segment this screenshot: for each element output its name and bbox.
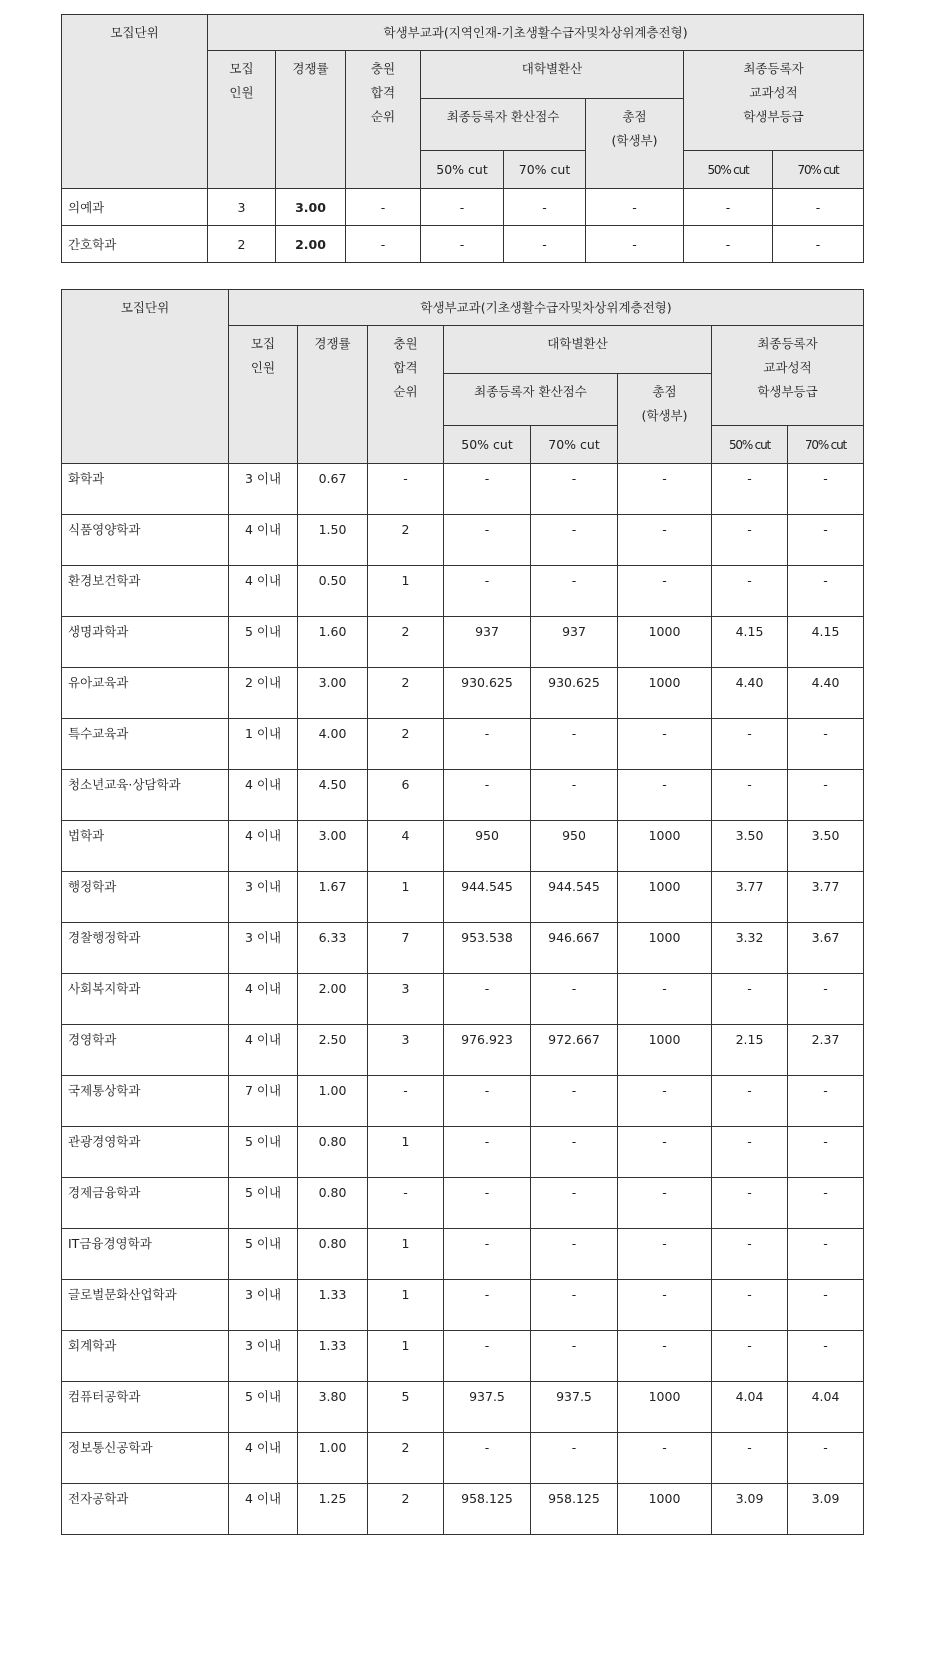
header-grade: 최종등록자 교과성적 학생부등급 [712, 326, 864, 426]
score-50-cut: - [421, 189, 504, 226]
grade-70-cut: - [773, 226, 864, 263]
table-row [62, 668, 864, 719]
grade-50-cut: - [712, 1076, 788, 1127]
grade-50-cut: - [712, 1331, 788, 1382]
score-70-cut: 946.667 [531, 923, 618, 974]
score-50-cut: - [444, 770, 531, 821]
score-50-cut: 937.5 [444, 1382, 531, 1433]
total-score: 1000 [618, 1484, 712, 1535]
total-score: - [618, 1229, 712, 1280]
total-score: - [618, 770, 712, 821]
grade-70-cut: - [788, 1076, 864, 1127]
additional-rank: - [368, 464, 444, 515]
table-row [62, 1178, 864, 1229]
additional-rank: - [368, 1178, 444, 1229]
header-total: 총점 (학생부) [586, 99, 684, 189]
recruit-count: 3 [208, 189, 276, 226]
recruit-count: 3 이내 [229, 464, 298, 515]
additional-rank: 7 [368, 923, 444, 974]
header-final-score: 최종등록자 환산점수 [421, 99, 586, 151]
competition-ratio: 0.80 [298, 1127, 368, 1178]
competition-ratio: 1.33 [298, 1280, 368, 1331]
total-score: - [618, 566, 712, 617]
score-50-cut: - [444, 1229, 531, 1280]
table-row [62, 872, 864, 923]
score-70-cut: - [531, 515, 618, 566]
grade-70-cut: 4.04 [788, 1382, 864, 1433]
grade-70-cut: - [773, 189, 864, 226]
table-row [62, 464, 864, 515]
competition-ratio: 0.67 [298, 464, 368, 515]
header-score-cut50: 50% cut [444, 426, 531, 464]
competition-ratio: 1.00 [298, 1076, 368, 1127]
unit-name: 법학과 [62, 821, 229, 872]
recruit-count: 4 이내 [229, 821, 298, 872]
header-total: 총점 (학생부) [618, 374, 712, 464]
recruit-count: 1 이내 [229, 719, 298, 770]
additional-rank: 1 [368, 566, 444, 617]
additional-rank: - [346, 189, 421, 226]
header-final-score: 최종등록자 환산점수 [444, 374, 618, 426]
grade-50-cut: 3.77 [712, 872, 788, 923]
admission-table-regional [61, 14, 864, 263]
competition-ratio: 1.25 [298, 1484, 368, 1535]
total-score: - [618, 515, 712, 566]
grade-70-cut: - [788, 719, 864, 770]
table-title: 학생부교과(지역인재-기초생활수급자및차상위계층전형) [208, 15, 864, 51]
table-row [62, 719, 864, 770]
recruit-count: 4 이내 [229, 1433, 298, 1484]
score-50-cut: 976.923 [444, 1025, 531, 1076]
competition-ratio: 2.50 [298, 1025, 368, 1076]
unit-name: 간호학과 [62, 226, 208, 263]
grade-50-cut: - [712, 566, 788, 617]
competition-ratio: 2.00 [298, 974, 368, 1025]
header-ratio: 경쟁률 [298, 326, 368, 464]
recruit-count: 7 이내 [229, 1076, 298, 1127]
score-50-cut: - [444, 974, 531, 1025]
total-score: 1000 [618, 923, 712, 974]
competition-ratio: 1.33 [298, 1331, 368, 1382]
unit-name: 특수교육과 [62, 719, 229, 770]
grade-70-cut: 3.50 [788, 821, 864, 872]
additional-rank: 2 [368, 719, 444, 770]
table-row [62, 226, 864, 263]
table-row [62, 566, 864, 617]
score-70-cut: - [531, 1127, 618, 1178]
unit-name: 화학과 [62, 464, 229, 515]
total-score: - [618, 1178, 712, 1229]
grade-70-cut: - [788, 566, 864, 617]
additional-rank: 1 [368, 1331, 444, 1382]
grade-70-cut: 4.40 [788, 668, 864, 719]
competition-ratio: 4.00 [298, 719, 368, 770]
unit-name: 정보통신공학과 [62, 1433, 229, 1484]
grade-50-cut: - [712, 515, 788, 566]
score-50-cut: - [444, 1178, 531, 1229]
additional-rank: 6 [368, 770, 444, 821]
total-score: - [618, 1331, 712, 1382]
table-row [62, 821, 864, 872]
competition-ratio: 1.60 [298, 617, 368, 668]
score-50-cut: - [444, 1331, 531, 1382]
grade-70-cut: - [788, 1178, 864, 1229]
table-row [62, 1382, 864, 1433]
unit-name: 유아교육과 [62, 668, 229, 719]
header-univ-conversion: 대학별환산 [421, 51, 684, 99]
additional-rank: 1 [368, 1229, 444, 1280]
grade-70-cut: - [788, 1229, 864, 1280]
admission-table-basic [61, 289, 864, 1535]
header-rank: 충원 합격 순위 [368, 326, 444, 464]
recruit-count: 3 이내 [229, 872, 298, 923]
grade-70-cut: - [788, 1127, 864, 1178]
additional-rank: 1 [368, 1280, 444, 1331]
unit-name: 사회복지학과 [62, 974, 229, 1025]
table-row [62, 1433, 864, 1484]
grade-50-cut: 3.09 [712, 1484, 788, 1535]
score-50-cut: 930.625 [444, 668, 531, 719]
score-70-cut: - [531, 1178, 618, 1229]
unit-name: 컴퓨터공학과 [62, 1382, 229, 1433]
score-70-cut: - [531, 1229, 618, 1280]
header-count: 모집 인원 [229, 326, 298, 464]
table-row [62, 1025, 864, 1076]
recruit-count: 4 이내 [229, 770, 298, 821]
grade-50-cut: - [684, 226, 773, 263]
total-score: 1000 [618, 668, 712, 719]
additional-rank: 2 [368, 617, 444, 668]
additional-rank: 3 [368, 974, 444, 1025]
header-score-cut70: 70% cut [531, 426, 618, 464]
competition-ratio: 3.00 [298, 668, 368, 719]
unit-name: 전자공학과 [62, 1484, 229, 1535]
score-70-cut: - [504, 189, 586, 226]
additional-rank: 3 [368, 1025, 444, 1076]
table-row [62, 1484, 864, 1535]
recruit-count: 2 이내 [229, 668, 298, 719]
grade-50-cut: - [712, 1280, 788, 1331]
additional-rank: - [346, 226, 421, 263]
additional-rank: 1 [368, 1127, 444, 1178]
unit-name: 식품영양학과 [62, 515, 229, 566]
grade-70-cut: 3.67 [788, 923, 864, 974]
total-score: - [618, 719, 712, 770]
unit-name: 의예과 [62, 189, 208, 226]
competition-ratio: 3.00 [298, 821, 368, 872]
additional-rank: 2 [368, 1433, 444, 1484]
grade-50-cut: - [712, 770, 788, 821]
unit-name: 생명과학과 [62, 617, 229, 668]
grade-70-cut: 4.15 [788, 617, 864, 668]
score-50-cut: - [444, 1280, 531, 1331]
header-rank: 충원 합격 순위 [346, 51, 421, 189]
table-row [62, 617, 864, 668]
grade-70-cut: - [788, 515, 864, 566]
unit-name: 청소년교육·상담학과 [62, 770, 229, 821]
score-50-cut: - [444, 566, 531, 617]
table-title: 학생부교과(기초생활수급자및차상위계층전형) [229, 290, 864, 326]
grade-70-cut: - [788, 974, 864, 1025]
grade-70-cut: - [788, 1280, 864, 1331]
recruit-count: 4 이내 [229, 515, 298, 566]
header-unit: 모집단위 [62, 290, 229, 464]
recruit-count: 4 이내 [229, 566, 298, 617]
grade-70-cut: 3.09 [788, 1484, 864, 1535]
grade-50-cut: 2.15 [712, 1025, 788, 1076]
total-score: - [618, 464, 712, 515]
additional-rank: 2 [368, 668, 444, 719]
recruit-count: 3 이내 [229, 1331, 298, 1382]
grade-50-cut: - [712, 974, 788, 1025]
grade-50-cut: - [712, 1127, 788, 1178]
grade-50-cut: - [712, 464, 788, 515]
unit-name: 환경보건학과 [62, 566, 229, 617]
score-70-cut: 930.625 [531, 668, 618, 719]
total-score: 1000 [618, 1382, 712, 1433]
grade-50-cut: - [712, 1178, 788, 1229]
additional-rank: 2 [368, 515, 444, 566]
score-70-cut: - [531, 1076, 618, 1127]
score-50-cut: 944.545 [444, 872, 531, 923]
competition-ratio: 0.80 [298, 1229, 368, 1280]
score-70-cut: - [531, 770, 618, 821]
recruit-count: 2 [208, 226, 276, 263]
grade-70-cut: - [788, 1433, 864, 1484]
additional-rank: 2 [368, 1484, 444, 1535]
grade-50-cut: - [712, 719, 788, 770]
header-score-cut70: 70% cut [504, 151, 586, 189]
grade-50-cut: 4.15 [712, 617, 788, 668]
header-univ-conversion: 대학별환산 [444, 326, 712, 374]
unit-name: 경영학과 [62, 1025, 229, 1076]
score-50-cut: - [444, 1127, 531, 1178]
grade-50-cut: 4.04 [712, 1382, 788, 1433]
score-70-cut: 944.545 [531, 872, 618, 923]
grade-50-cut: 3.50 [712, 821, 788, 872]
header-grade: 최종등록자 교과성적 학생부등급 [684, 51, 864, 151]
table-row [62, 189, 864, 226]
total-score: - [618, 1433, 712, 1484]
recruit-count: 5 이내 [229, 1178, 298, 1229]
competition-ratio: 1.00 [298, 1433, 368, 1484]
unit-name: 국제통상학과 [62, 1076, 229, 1127]
header-grade-cut70: 70% cut [788, 426, 864, 464]
competition-ratio: 1.67 [298, 872, 368, 923]
score-70-cut: 937 [531, 617, 618, 668]
header-grade-cut50: 50% cut [684, 151, 773, 189]
table-row [62, 1076, 864, 1127]
score-70-cut: - [531, 566, 618, 617]
competition-ratio: 3.00 [276, 189, 346, 226]
table-row [62, 1127, 864, 1178]
grade-50-cut: - [684, 189, 773, 226]
score-70-cut: - [531, 719, 618, 770]
unit-name: 글로벌문화산업학과 [62, 1280, 229, 1331]
total-score: - [586, 226, 684, 263]
recruit-count: 4 이내 [229, 1025, 298, 1076]
score-50-cut: 953.538 [444, 923, 531, 974]
recruit-count: 5 이내 [229, 1127, 298, 1178]
score-50-cut: - [421, 226, 504, 263]
total-score: - [586, 189, 684, 226]
recruit-count: 5 이내 [229, 1229, 298, 1280]
score-50-cut: 950 [444, 821, 531, 872]
additional-rank: - [368, 1076, 444, 1127]
score-70-cut: - [504, 226, 586, 263]
unit-name: 회계학과 [62, 1331, 229, 1382]
score-70-cut: - [531, 1331, 618, 1382]
score-50-cut: - [444, 1076, 531, 1127]
competition-ratio: 1.50 [298, 515, 368, 566]
table-row [62, 770, 864, 821]
header-unit: 모집단위 [62, 15, 208, 189]
header-grade-cut70: 70% cut [773, 151, 864, 189]
total-score: 1000 [618, 1025, 712, 1076]
total-score: - [618, 1280, 712, 1331]
competition-ratio: 3.80 [298, 1382, 368, 1433]
total-score: - [618, 1127, 712, 1178]
score-50-cut: - [444, 464, 531, 515]
table-row [62, 1229, 864, 1280]
grade-70-cut: 3.77 [788, 872, 864, 923]
competition-ratio: 0.50 [298, 566, 368, 617]
competition-ratio: 0.80 [298, 1178, 368, 1229]
header-score-cut50: 50% cut [421, 151, 504, 189]
unit-name: 관광경영학과 [62, 1127, 229, 1178]
score-70-cut: - [531, 464, 618, 515]
score-70-cut: - [531, 1280, 618, 1331]
grade-50-cut: - [712, 1229, 788, 1280]
unit-name: 행정학과 [62, 872, 229, 923]
score-70-cut: 958.125 [531, 1484, 618, 1535]
total-score: 1000 [618, 872, 712, 923]
grade-70-cut: 2.37 [788, 1025, 864, 1076]
score-70-cut: 937.5 [531, 1382, 618, 1433]
total-score: - [618, 1076, 712, 1127]
table-row [62, 1331, 864, 1382]
recruit-count: 4 이내 [229, 1484, 298, 1535]
recruit-count: 3 이내 [229, 923, 298, 974]
recruit-count: 3 이내 [229, 1280, 298, 1331]
grade-70-cut: - [788, 1331, 864, 1382]
additional-rank: 1 [368, 872, 444, 923]
total-score: - [618, 974, 712, 1025]
score-50-cut: 958.125 [444, 1484, 531, 1535]
recruit-count: 5 이내 [229, 617, 298, 668]
header-ratio: 경쟁률 [276, 51, 346, 189]
score-70-cut: 950 [531, 821, 618, 872]
score-50-cut: - [444, 719, 531, 770]
unit-name: 경제금융학과 [62, 1178, 229, 1229]
table-row [62, 515, 864, 566]
header-grade-cut50: 50% cut [712, 426, 788, 464]
header-count: 모집 인원 [208, 51, 276, 189]
recruit-count: 5 이내 [229, 1382, 298, 1433]
score-50-cut: - [444, 515, 531, 566]
score-50-cut: - [444, 1433, 531, 1484]
competition-ratio: 2.00 [276, 226, 346, 263]
grade-50-cut: - [712, 1433, 788, 1484]
competition-ratio: 4.50 [298, 770, 368, 821]
competition-ratio: 6.33 [298, 923, 368, 974]
additional-rank: 4 [368, 821, 444, 872]
total-score: 1000 [618, 821, 712, 872]
unit-name: IT금융경영학과 [62, 1229, 229, 1280]
score-70-cut: 972.667 [531, 1025, 618, 1076]
grade-50-cut: 3.32 [712, 923, 788, 974]
table-row [62, 923, 864, 974]
table-row [62, 1280, 864, 1331]
score-70-cut: - [531, 1433, 618, 1484]
grade-70-cut: - [788, 464, 864, 515]
additional-rank: 5 [368, 1382, 444, 1433]
score-70-cut: - [531, 974, 618, 1025]
grade-50-cut: 4.40 [712, 668, 788, 719]
score-50-cut: 937 [444, 617, 531, 668]
unit-name: 경찰행정학과 [62, 923, 229, 974]
grade-70-cut: - [788, 770, 864, 821]
total-score: 1000 [618, 617, 712, 668]
table-row [62, 974, 864, 1025]
recruit-count: 4 이내 [229, 974, 298, 1025]
